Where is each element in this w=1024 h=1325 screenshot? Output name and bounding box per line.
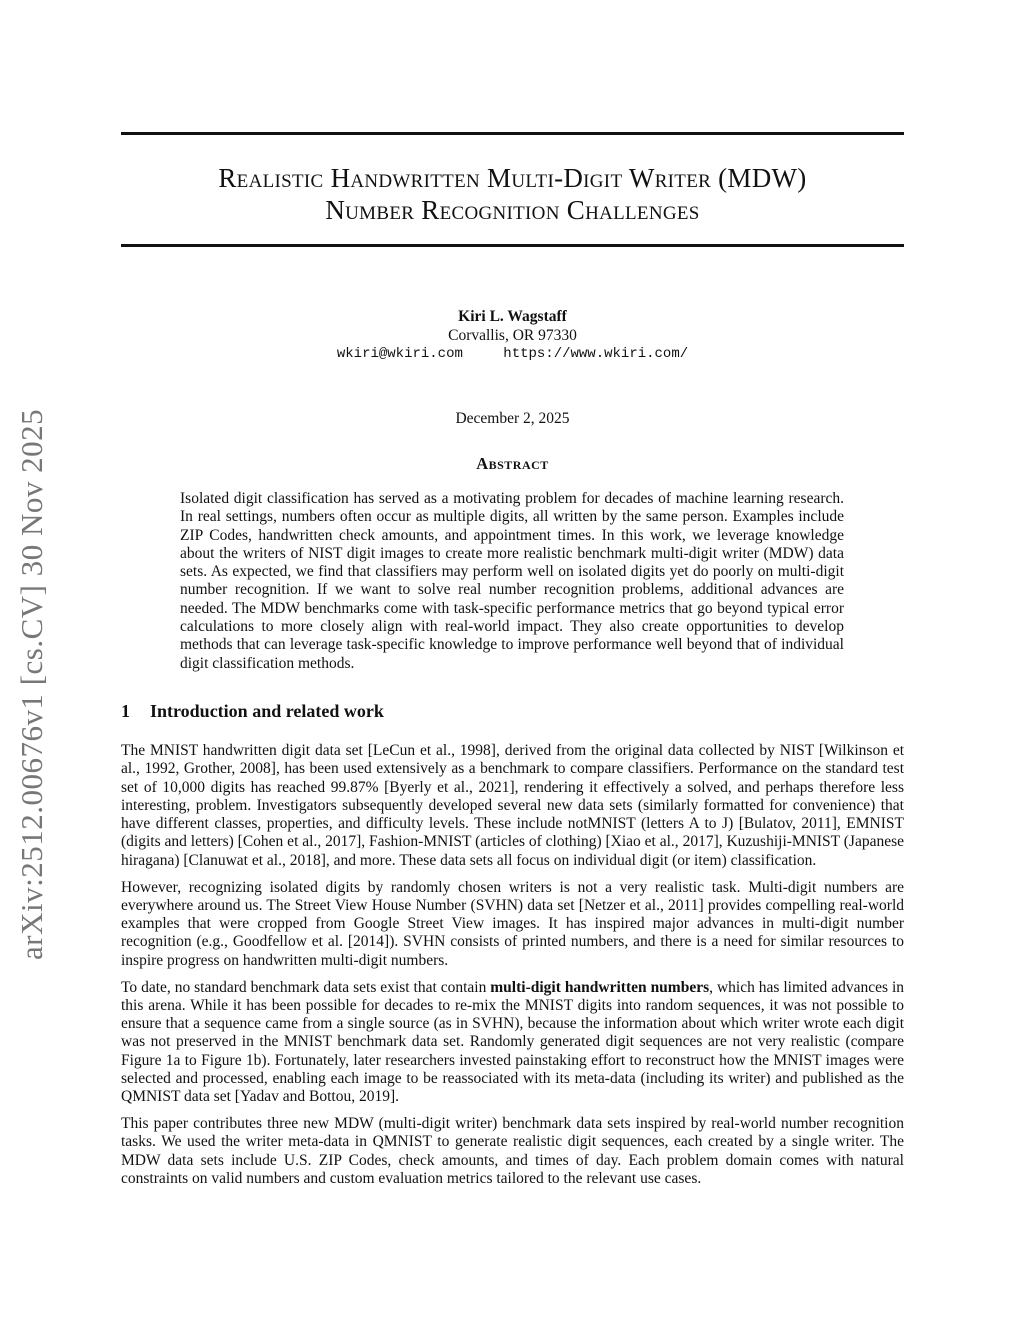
paragraph-1: The MNIST handwritten digit data set [LeCun et al., 1998], derived from the original data collected by NIST [Wilkinson et al., 1992, Grother, 2008], has been used extensively as a benchmark to compare classifiers. Performance on the standard test set of 10,000 digits has reached 99.87% [Byerly et al., 2021], rendering it effectively a solved, and perhaps therefore less interesting, problem. Investigators subsequently developed several new data sets (similarly formatted for convenience) that have different classes, properties, and difficulty levels. These include notMNIST (letters A to J) [Bulatov, 2011], EMNIST (digits and letters) [Cohen et al., 2017], Fashion-MNIST (articles of clothing) [Xiao et al., 2017], Kuzushiji-MNIST (Japanese hiragana) [Clanuwat et al., 2018], and more. These data sets all focus on individual digit (or item) classification. — [121, 742, 904, 869]
paragraph-3-emphasis: multi-digit handwritten numbers — [490, 978, 710, 996]
section-number: 1 — [121, 701, 130, 721]
abstract-text: Isolated digit classification has served as a motivating problem for decades of machine learning research. In real settings, numbers often occur as multiple digits, all written by the same person. Examples include ZIP Codes, handwritten check amounts, and appointment times. In this work, we leverage knowledge about the writers of NIST digit images to create more realistic benchmark multi-digit writer (MDW) data sets. As expected, we find that classifiers may perform well on isolated digits yet do poorly on multi-digit number recognition. If we want to solve real number recognition problems, additional advances are needed. The MDW benchmarks come with task-specific performance metrics that go beyond typical error calculations to more closely align with real-world impact. They also create opportunities to develop methods that can leverage task-specific knowledge to improve performance well beyond that of individual digit classification methods. — [180, 490, 844, 672]
author-name: Kiri L. Wagstaff — [458, 308, 567, 325]
author-block — [121, 307, 904, 364]
title-top-rule — [121, 132, 904, 135]
author-website[interactable]: https://www.wkiri.com/ — [503, 346, 689, 362]
arxiv-identifier-stamp: arXiv:2512.00676v1 [cs.CV] 30 Nov 2025 — [14, 408, 49, 960]
paragraph-3-rest: , which has limited advances in this arena. While it has been possible for decades to re-mix the MNIST digits into random sequences, it was not possible to ensure that a sequence came from a single source (as in SVHN), because the information about which writer wrote each digit was not preserved in the MNIST benchmark data set. Randomly generated digit sequences are not very realistic (compare Figure 1a to Figure 1b). Fortunately, later researchers invested painstaking effort to reconstruct how the MNIST images were selected and processed, enabling each image to be reassociated with its meta-data (including its writer) and published as the QMNIST data set [Yadav and Bottou, 2019]. — [121, 978, 905, 1106]
abstract-heading: Abstract — [476, 454, 549, 473]
paragraph-2: However, recognizing isolated digits by randomly chosen writers is not a very realistic task. Multi-digit numbers are everywhere around us. The Street View House Number (SVHN) data set [Netzer et al., 2011] provides compelling real-world examples that were cropped from Google Street View images. It has inspired major advances in multi-digit number recognition (e.g., Goodfellow et al. [2014]). SVHN consists of printed numbers, and there is a need for similar resources to inspire progress on handwritten multi-digit numbers. — [121, 878, 904, 969]
paragraph-3-lead: To date, no standard benchmark data sets exist that contain — [121, 978, 491, 996]
section-heading — [121, 701, 384, 722]
section-title: Introduction and related work — [150, 701, 384, 721]
paragraph-4: This paper contributes three new MDW (multi-digit writer) benchmark data sets inspired by real-world number recognition tasks. We used the writer meta-data in QMNIST to generate realistic digit sequences, each created by a single writer. The MDW data sets include U.S. ZIP Codes, check amounts, and times of day. Each problem domain comes with natural constraints on valid numbers and custom evaluation metrics tailored to the relevant use cases. — [121, 1115, 904, 1188]
section-body — [121, 742, 904, 1197]
title-line-2: Number Recognition Challenges — [325, 195, 700, 225]
title-line-1: Realistic Handwritten Multi-Digit Writer (MDW) — [218, 163, 807, 193]
author-email[interactable]: wkiri@wkiri.com — [336, 346, 463, 362]
author-contacts — [121, 345, 904, 364]
publication-date: December 2, 2025 — [455, 410, 570, 427]
author-location: Corvallis, OR 97330 — [448, 327, 577, 344]
paragraph-3 — [121, 979, 904, 1107]
paper-title — [121, 162, 904, 226]
title-bottom-rule — [121, 244, 904, 247]
